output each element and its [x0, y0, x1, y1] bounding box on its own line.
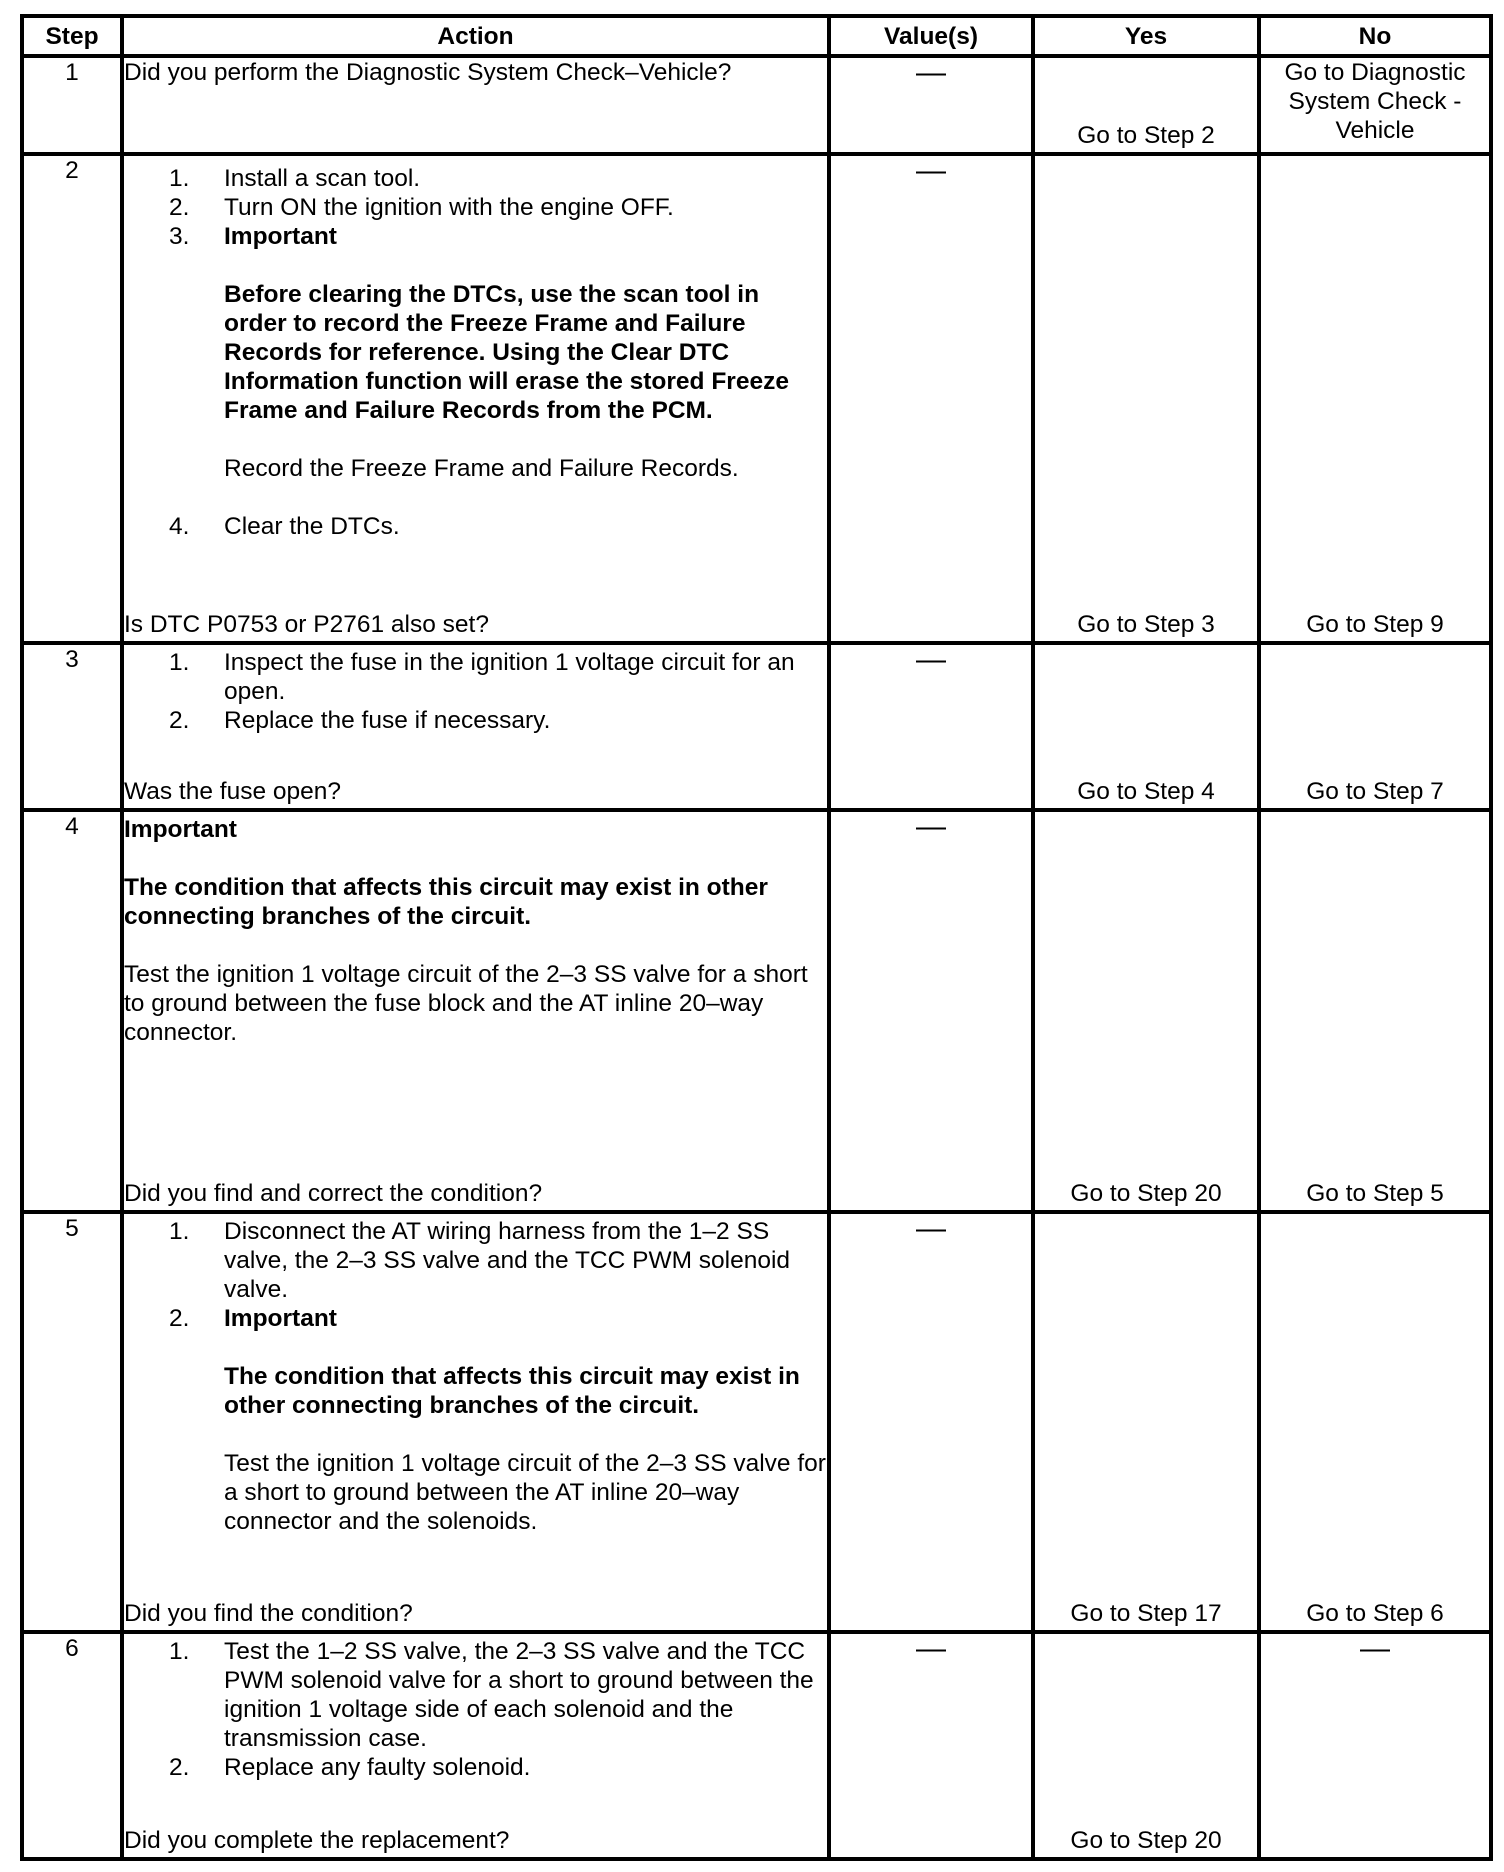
list-item: 2. Replace any faulty solenoid.: [169, 1754, 531, 1781]
value-cell: —: [829, 643, 1033, 810]
value-cell: —: [829, 154, 1033, 643]
test-instruction: Test the ignition 1 voltage circuit of the 2–3 SS valve for a short to ground between the AT inline 20–way connector and the solenoids.: [224, 1450, 826, 1535]
step-question: Is DTC P0753 or P2761 also set?: [124, 611, 489, 638]
no-cell: [1259, 154, 1491, 643]
yes-link[interactable]: Go to Step 20: [1070, 1827, 1222, 1854]
no-cell: [1259, 1212, 1491, 1632]
table-row: [22, 643, 1491, 810]
header-yes: Yes: [1033, 16, 1259, 56]
important-label: Important: [224, 223, 337, 250]
header-values: Value(s): [829, 16, 1033, 56]
yes-link[interactable]: Go to Step 3: [1077, 611, 1215, 638]
no-cell: [1259, 810, 1491, 1212]
important-label: Important: [124, 816, 237, 843]
important-note: Before clearing the DTCs, use the scan tool in order to record the Freeze Frame and Failure Records for reference. Using the Clear DTC Information function will erase the stored Freeze Frame and Failure Records from the PCM.: [224, 281, 789, 424]
step-question: Did you find and correct the condition?: [124, 1180, 543, 1207]
list-item: 1. Install a scan tool.: [169, 165, 421, 192]
no-cell: [1259, 643, 1491, 810]
table-row: [22, 1632, 1491, 1859]
value-cell: —: [829, 1632, 1033, 1859]
no-link[interactable]: Go to Step 7: [1306, 778, 1444, 805]
action-cell: [122, 56, 829, 154]
no-link[interactable]: Go to Step 5: [1306, 1180, 1444, 1207]
header-row: [22, 16, 1491, 56]
action-cell: [122, 154, 829, 643]
action-list: [124, 1634, 827, 1782]
table-row: [22, 56, 1491, 154]
list-item: 1. Disconnect the AT wiring harness from the 1–2 SS valve, the 2–3 SS valve and the TCC PWM solenoid valve.: [169, 1218, 791, 1303]
yes-link[interactable]: Go to Step 2: [1077, 122, 1215, 149]
list-item: 1. Test the 1–2 SS valve, the 2–3 SS valve and the TCC PWM solenoid valve for a short to ground between the ignition 1 voltage side of each solenoid and the transmission case.: [169, 1638, 814, 1752]
action-text: Did you perform the Diagnostic System Check–Vehicle?: [124, 59, 732, 86]
test-instruction: Test the ignition 1 voltage circuit of the 2–3 SS valve for a short to ground between the fuse block and the AT inline 20–way connector.: [124, 961, 808, 1046]
value-cell: —: [829, 56, 1033, 154]
step-number: 3: [22, 643, 122, 810]
important-note: The condition that affects this circuit may exist in other connecting branches of the circuit.: [224, 1363, 800, 1419]
important-label: Important: [224, 1305, 337, 1332]
action-list: [124, 1214, 827, 1536]
action-list: [124, 156, 827, 541]
step-number: 2: [22, 154, 122, 643]
step-question: Did you find the condition?: [124, 1600, 413, 1627]
table-row: [22, 154, 1491, 643]
step-number: 5: [22, 1212, 122, 1632]
yes-cell: [1033, 154, 1259, 643]
no-link[interactable]: Go to Step 6: [1306, 1600, 1444, 1627]
yes-cell: [1033, 1212, 1259, 1632]
yes-cell: [1033, 643, 1259, 810]
step-question: Did you complete the replacement?: [124, 1827, 510, 1854]
yes-link[interactable]: Go to Step 20: [1070, 1180, 1222, 1207]
table-row: [22, 810, 1491, 1212]
important-note: The condition that affects this circuit may exist in other connecting branches of the circuit.: [124, 874, 768, 930]
value-cell: —: [829, 1212, 1033, 1632]
step-number: 6: [22, 1632, 122, 1859]
step-number: 1: [22, 56, 122, 154]
yes-cell: [1033, 1632, 1259, 1859]
no-link[interactable]: Go to Diagnostic System Check - Vehicle: [1284, 59, 1466, 144]
action-cell: [122, 643, 829, 810]
yes-cell: [1033, 56, 1259, 154]
list-item: 2. Important The condition that affects this circuit may exist in other connecting branches of the circuit. Test the ignition 1 voltage circuit of the 2–3 SS valve for a short to ground between the AT inline 20–way connector and the solenoids.: [169, 1305, 826, 1535]
no-link[interactable]: Go to Step 9: [1306, 611, 1444, 638]
list-item: 4. Clear the DTCs.: [169, 513, 400, 540]
yes-link[interactable]: Go to Step 4: [1077, 778, 1215, 805]
header-step: Step: [22, 16, 122, 56]
table-row: [22, 1212, 1491, 1632]
action-cell: [122, 1632, 829, 1859]
no-cell: [1259, 56, 1491, 154]
list-item: 2. Replace the fuse if necessary.: [169, 707, 551, 734]
action-cell: [122, 1212, 829, 1632]
header-no: No: [1259, 16, 1491, 56]
step-number: 4: [22, 810, 122, 1212]
record-instruction: Record the Freeze Frame and Failure Records.: [224, 455, 739, 482]
step-question: Was the fuse open?: [124, 778, 342, 805]
action-cell: [122, 810, 829, 1212]
no-cell: —: [1259, 1632, 1491, 1859]
action-list: [124, 645, 827, 735]
diagnostic-table: [20, 14, 1493, 1861]
yes-cell: [1033, 810, 1259, 1212]
yes-link[interactable]: Go to Step 17: [1070, 1600, 1222, 1627]
list-item: 3. Important Before clearing the DTCs, use the scan tool in order to record the Freeze Frame and Failure Records for reference. Using the Clear DTC Information function will erase the stored Freeze Frame and Failure Records from the PCM. Record the Freeze Frame and Failure Records.: [124, 222, 827, 512]
header-action: Action: [122, 16, 829, 56]
list-item: 1. Inspect the fuse in the ignition 1 voltage circuit for an open.: [169, 649, 795, 705]
value-cell: —: [829, 810, 1033, 1212]
list-item: 2. Turn ON the ignition with the engine OFF.: [169, 194, 674, 221]
